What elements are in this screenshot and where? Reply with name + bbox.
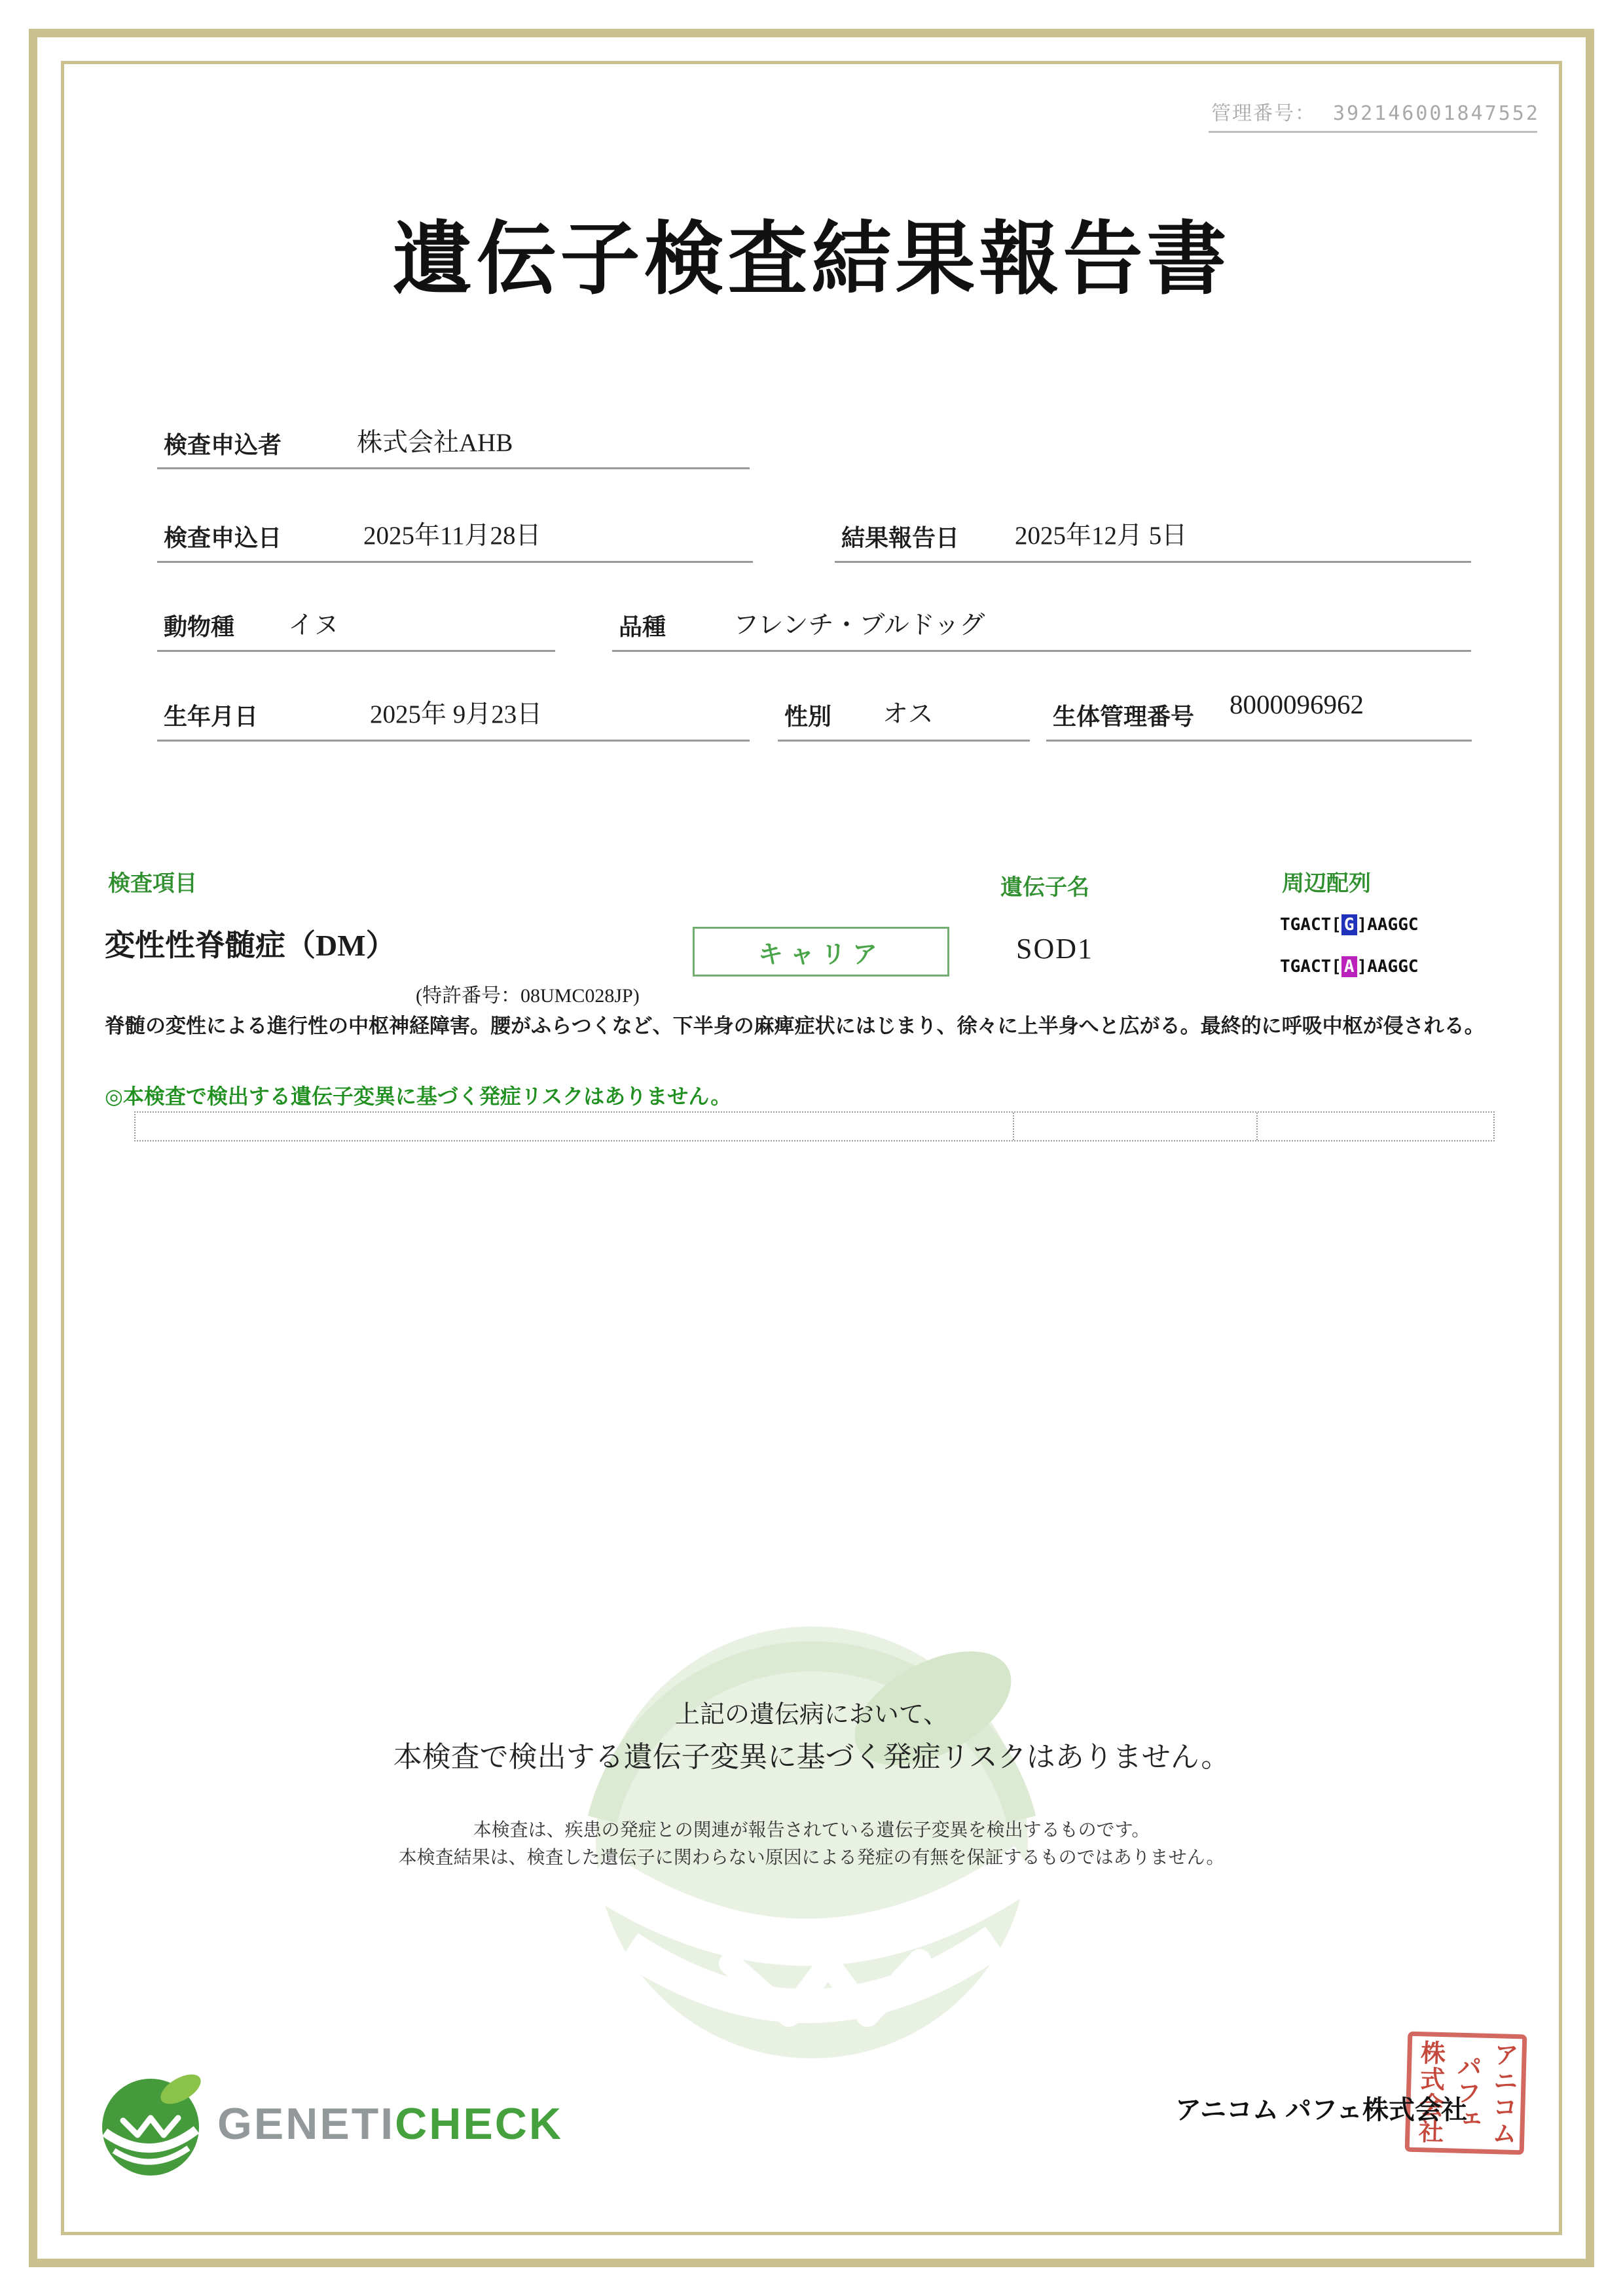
- disease-description: 脊髄の変性による進行性の中枢神経障害。腰がふらつくなど、下半身の麻痺症状にはじまり、徐々に上半身へと広がる。最終的に呼吸中枢が侵される。: [105, 1014, 1485, 1037]
- sequence-2-allele: A: [1341, 956, 1357, 977]
- sequence-line-1: [1280, 915, 1419, 935]
- species-label: 動物種: [164, 614, 235, 640]
- gene-name-header: 遺伝子名: [1000, 876, 1089, 900]
- species-underline: [157, 650, 555, 652]
- test-item-header: 検査項目: [108, 872, 197, 896]
- sequence-header: 周辺配列: [1282, 872, 1371, 896]
- sequence-1-suffix: ]AAGGC: [1357, 915, 1419, 935]
- sequence-1-allele: G: [1341, 914, 1357, 935]
- company-name: アニコム パフェ株式会社: [1175, 2095, 1467, 2125]
- management-number-value: 392146001847552: [1333, 102, 1540, 125]
- birth-underline: [157, 740, 750, 742]
- applicant-label: 検査申込者: [164, 432, 282, 458]
- applicant-underline: [157, 467, 750, 469]
- report-date-underline: [835, 561, 1471, 563]
- geneticheck-logo-text: [217, 2098, 563, 2149]
- disease-name: 変性性脊髄症（DM）: [105, 929, 396, 962]
- species-value: イヌ: [288, 611, 340, 639]
- breed-label: 品種: [619, 614, 666, 640]
- summary-note-1: 本検査は、疾患の発症との関連が報告されている遺伝子変異を検出するものです。: [473, 1820, 1150, 1840]
- animal-id-underline: [1046, 740, 1472, 742]
- management-number-label: 管理番号：: [1211, 103, 1316, 124]
- stamp-column-1: アニコム: [1487, 2041, 1518, 2147]
- sequence-1-prefix: TGACT[: [1280, 915, 1341, 935]
- summary-line-2: 本検査で検出する遺伝子変異に基づく発症リスクはありません。: [393, 1741, 1230, 1773]
- page-title: 遺伝子検査結果報告書: [392, 216, 1231, 304]
- sex-label: 性別: [784, 704, 832, 730]
- sequence-2-prefix: TGACT[: [1280, 957, 1341, 977]
- breed-underline: [612, 650, 1471, 652]
- sequence-2-suffix: ]AAGGC: [1357, 957, 1419, 977]
- apply-date-value: 2025年11月28日: [363, 522, 541, 550]
- gene-name-value: SOD1: [1016, 933, 1094, 965]
- summary-note-2: 本検査結果は、検査した遺伝子に関わらない原因による発症の有無を保証するものではありません。: [398, 1847, 1225, 1867]
- geneticheck-watermark-logo: [566, 1597, 1057, 2088]
- geneticheck-logo-icon: [97, 2070, 208, 2181]
- result-table-dotted-border: [134, 1111, 1495, 1141]
- stamp-column-3: 株式会社: [1413, 2039, 1445, 2145]
- dotted-column-separator: [1256, 1113, 1258, 1140]
- dotted-column-separator: [1013, 1113, 1014, 1140]
- stamp-column-2: パフェ: [1451, 2053, 1481, 2133]
- report-date-value: 2025年12月 5日: [1015, 522, 1188, 550]
- sex-underline: [778, 740, 1030, 742]
- breed-value: フレンチ・ブルドッグ: [733, 611, 985, 639]
- logo-text-geneti: GENETI: [217, 2099, 395, 2149]
- report-date-label: 結果報告日: [841, 525, 960, 551]
- management-number-underline: [1209, 131, 1537, 133]
- applicant-value: 株式会社AHB: [357, 429, 513, 457]
- apply-date-label: 検査申込日: [164, 525, 282, 551]
- birth-value: 2025年 9月23日: [370, 700, 543, 728]
- animal-id-label: 生体管理番号: [1053, 704, 1195, 730]
- sex-value: オス: [883, 700, 934, 728]
- summary-line-1: 上記の遺伝病において、: [674, 1701, 949, 1729]
- apply-date-underline: [157, 561, 753, 563]
- birth-label: 生年月日: [164, 704, 259, 730]
- logo-text-check: CHECK: [395, 2099, 563, 2149]
- animal-id-value: 8000096962: [1230, 689, 1364, 719]
- carrier-status-label: キャリア: [757, 941, 884, 969]
- sequence-line-2: [1280, 957, 1419, 977]
- patent-number: (特許番号：08UMC028JP): [416, 985, 640, 1007]
- risk-note: ◎本検査で検出する遺伝子変異に基づく発症リスクはありません。: [105, 1085, 732, 1108]
- management-number: [1211, 97, 1540, 126]
- carrier-status-box: [693, 927, 949, 977]
